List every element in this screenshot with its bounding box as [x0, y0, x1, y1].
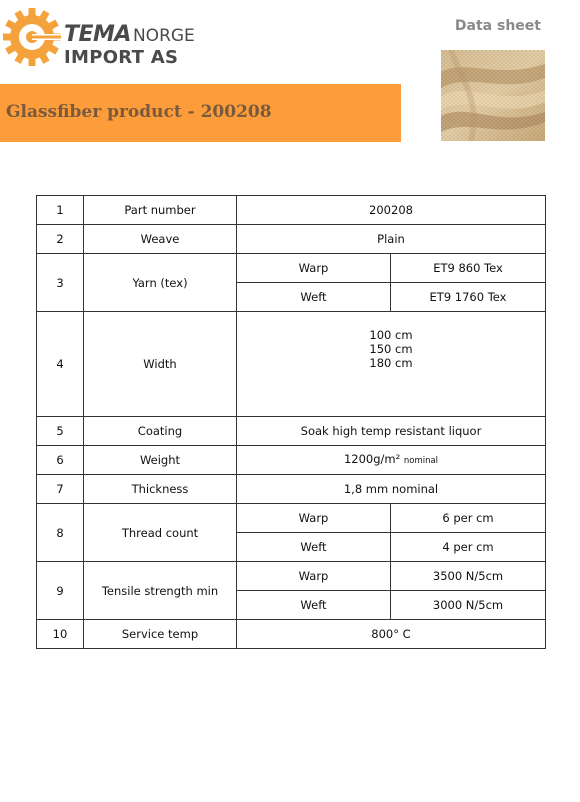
title-band — [0, 84, 401, 142]
row-number: 10 — [37, 620, 84, 649]
logo-country: NORGE — [132, 26, 195, 46]
logo-wordmark — [64, 22, 195, 47]
fabric-photo — [441, 50, 545, 141]
row-number: 1 — [37, 196, 84, 225]
sub-value: 3500 N/5cm — [391, 562, 546, 591]
row-value: 1,8 mm nominal — [237, 475, 546, 504]
sub-value: 6 per cm — [391, 504, 546, 533]
sub-value: ET9 1760 Tex — [391, 283, 546, 312]
table-row — [37, 620, 546, 649]
width-value: 100 cm — [369, 328, 413, 342]
weight-value: 1200g/m² — [343, 452, 401, 466]
row-number: 7 — [37, 475, 84, 504]
table-row — [37, 196, 546, 225]
row-label: Part number — [84, 196, 237, 225]
table-row — [37, 254, 546, 283]
row-label: Thread count — [84, 504, 237, 562]
row-label: Width — [84, 312, 237, 417]
row-number: 4 — [37, 312, 84, 417]
sub-label: Weft — [237, 591, 391, 620]
row-value: 800° C — [237, 620, 546, 649]
row-label: Yarn (tex) — [84, 254, 237, 312]
row-value: 200208 — [237, 196, 546, 225]
row-value: Soak high temp resistant liquor — [237, 417, 546, 446]
table-row — [37, 417, 546, 446]
row-number: 5 — [37, 417, 84, 446]
table-row — [37, 475, 546, 504]
table-row — [37, 225, 546, 254]
row-label: Tensile strength min — [84, 562, 237, 620]
document-type-label: Data sheet — [454, 18, 541, 34]
row-value — [237, 446, 546, 475]
product-title: Glassfiber product - 200208 — [6, 102, 272, 122]
row-label: Weave — [84, 225, 237, 254]
table-row — [37, 562, 546, 591]
gear-logo-icon — [3, 8, 61, 66]
row-number: 6 — [37, 446, 84, 475]
sub-value: 4 per cm — [391, 533, 546, 562]
row-number: 9 — [37, 562, 84, 620]
logo-brand: TEMA — [64, 22, 131, 47]
row-label: Weight — [84, 446, 237, 475]
sub-label: Weft — [237, 283, 391, 312]
table-row — [37, 446, 546, 475]
row-number: 3 — [37, 254, 84, 312]
row-value: Plain — [237, 225, 546, 254]
table-row — [37, 504, 546, 533]
row-number: 2 — [37, 225, 84, 254]
sub-value: ET9 860 Tex — [391, 254, 546, 283]
row-label: Coating — [84, 417, 237, 446]
sub-value: 3000 N/5cm — [391, 591, 546, 620]
sub-label: Weft — [237, 533, 391, 562]
width-value: 180 cm — [369, 356, 413, 370]
row-label: Thickness — [84, 475, 237, 504]
table-row — [37, 312, 546, 417]
company-logo — [3, 8, 195, 70]
weight-note: nominal — [403, 456, 439, 466]
sub-label: Warp — [237, 254, 391, 283]
sub-label: Warp — [237, 504, 391, 533]
spec-table — [36, 195, 546, 649]
width-value: 150 cm — [369, 342, 413, 356]
row-label: Service temp — [84, 620, 237, 649]
sub-label: Warp — [237, 562, 391, 591]
logo-subline: IMPORT AS — [64, 47, 179, 68]
row-value-list — [237, 312, 546, 417]
row-number: 8 — [37, 504, 84, 562]
